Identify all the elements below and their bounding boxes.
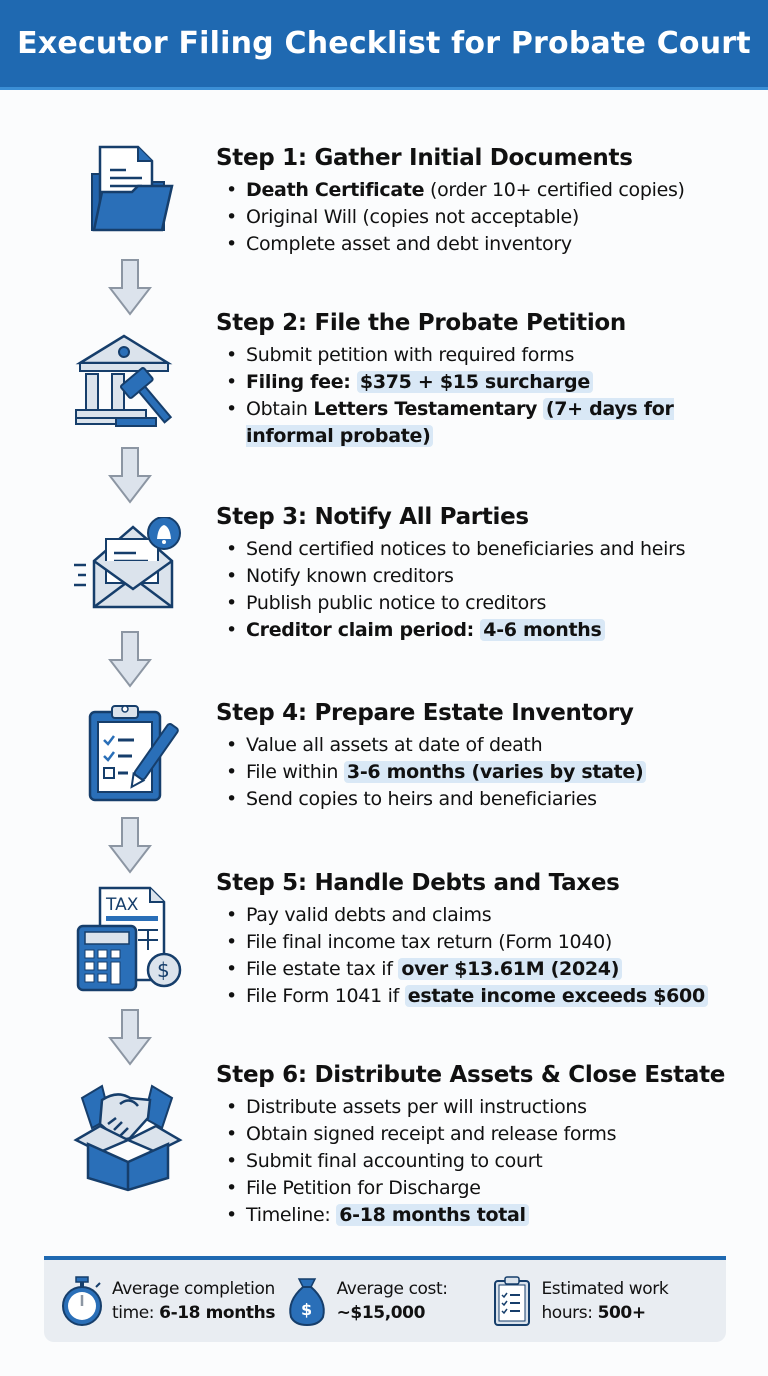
step-1-content xyxy=(216,145,746,258)
stat-average-cost xyxy=(283,1275,488,1327)
down-arrow-icon xyxy=(108,446,152,504)
list-item: • File estate tax if over $13.61M (2024) xyxy=(216,956,746,983)
list-item: • Send copies to heirs and beneficiaries xyxy=(216,786,746,813)
step-2-content xyxy=(216,310,746,450)
clipboard-checklist-icon xyxy=(72,700,192,810)
step-6-content xyxy=(216,1062,746,1229)
svg-text:$: $ xyxy=(300,1300,312,1319)
list-item: • Value all assets at date of death xyxy=(216,732,746,759)
tax-calculator-icon xyxy=(72,884,192,994)
list-item: • Creditor claim period: 4-6 months xyxy=(216,617,746,644)
list-item: • File within 3-6 months (varies by state) xyxy=(216,759,746,786)
clipboard-icon xyxy=(487,1275,535,1327)
stat-work-hours xyxy=(487,1275,712,1327)
page-title: Executor Filing Checklist for Probate Court xyxy=(17,26,751,61)
folder-document-icon xyxy=(72,142,192,252)
handshake-box-icon xyxy=(72,1078,192,1188)
list-item: • Send certified notices to beneficiaries and heirs xyxy=(216,536,746,563)
list-item: • Publish public notice to creditors xyxy=(216,590,746,617)
list-item: • File Form 1041 if estate income exceeds $600 xyxy=(216,983,746,1010)
list-item: • Death Certificate (order 10+ certified copies) xyxy=(216,177,746,204)
step-title: Step 4: Prepare Estate Inventory xyxy=(216,700,634,726)
step-title: Step 6: Distribute Assets & Close Estate xyxy=(216,1062,726,1088)
list-item: • Timeline: 6-18 months total xyxy=(216,1202,746,1229)
stat-label: Average cost: ~$15,000 xyxy=(336,1279,448,1323)
list-item: • Submit final accounting to court xyxy=(216,1148,746,1175)
header-banner xyxy=(0,0,768,90)
list-item: • Pay valid debts and claims xyxy=(216,902,746,929)
stat-label: Average completion time: 6-18 months xyxy=(112,1279,276,1323)
money-bag-icon xyxy=(283,1275,331,1327)
down-arrow-icon xyxy=(108,816,152,874)
list-item: • Obtain Letters Testamentary (7+ days for informal probate) xyxy=(216,396,746,450)
list-item: • File Petition for Discharge xyxy=(216,1175,746,1202)
down-arrow-icon xyxy=(108,630,152,688)
list-item: • Submit petition with required forms xyxy=(216,342,746,369)
svg-text:TAX: TAX xyxy=(106,895,139,915)
stopwatch-icon xyxy=(58,1275,106,1327)
summary-footer xyxy=(44,1256,726,1342)
step-title: Step 5: Handle Debts and Taxes xyxy=(216,870,620,896)
stat-completion-time xyxy=(58,1275,283,1327)
list-item: • File final income tax return (Form 1040) xyxy=(216,929,746,956)
list-item: • Original Will (copies not acceptable) xyxy=(216,204,746,231)
list-item: • Notify known creditors xyxy=(216,563,746,590)
list-item: • Complete asset and debt inventory xyxy=(216,231,746,258)
step-5-content xyxy=(216,870,746,1010)
step-title: Step 3: Notify All Parties xyxy=(216,504,529,530)
down-arrow-icon xyxy=(108,1008,152,1066)
step-4-content xyxy=(216,700,746,813)
svg-text:$: $ xyxy=(157,958,170,982)
list-item: • Obtain signed receipt and release forms xyxy=(216,1121,746,1148)
envelope-bell-icon xyxy=(72,517,192,627)
courthouse-gavel-icon xyxy=(72,328,192,438)
step-title: Step 1: Gather Initial Documents xyxy=(216,145,633,171)
list-item: • Distribute assets per will instructions xyxy=(216,1094,746,1121)
step-3-content xyxy=(216,504,746,644)
down-arrow-icon xyxy=(108,258,152,316)
step-title: Step 2: File the Probate Petition xyxy=(216,310,626,336)
list-item: • Filing fee: $375 + $15 surcharge xyxy=(216,369,746,396)
stat-label: Estimated work hours: 500+ xyxy=(541,1279,669,1323)
